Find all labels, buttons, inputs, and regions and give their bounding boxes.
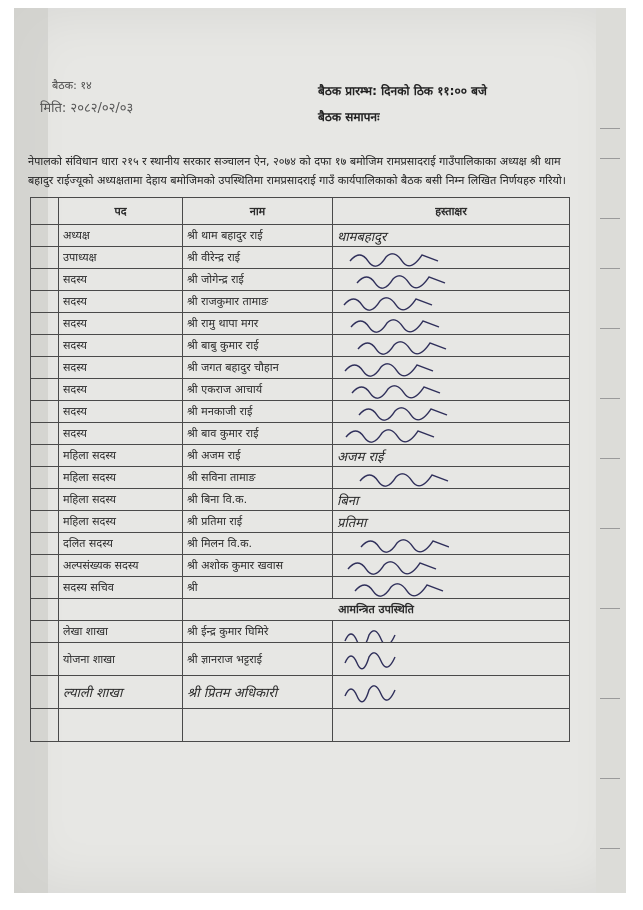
row-sn [31,577,59,599]
header-name: नाम [183,198,333,225]
row-sn [31,269,59,291]
meeting-end: बैठक समापनः [318,110,380,124]
row-post: अल्पसंख्यक सदस्य [59,555,183,577]
row-signature [333,643,570,676]
table-row [31,555,570,577]
row-name: श्री सविना तामाङ [183,467,333,489]
empty-row [31,709,570,742]
row-name: श्री मनकाजी राई [183,401,333,423]
header-signature: हस्ताक्षर [333,198,570,225]
row-signature [333,357,570,379]
row-post: सदस्य [59,291,183,313]
row-sn [31,225,59,247]
row-sn [31,401,59,423]
intro-paragraph: नेपालको संविधान धारा २१५ र स्थानीय सरकार सञ्चालन ऐन, २०७४ को दफा १७ बमोजिम रामप्रसादराई गाउँपालिकाका अध्यक्ष श्री थाम बहादुर राईज्यूको अध्यक्षतामा देहाय बमोजिमको उपस्थितिमा रामप्रसादराई गाउँ कार्यपालिकाको बैठक बसी निम्न लिखित निर्णयहरु गरियो। [28,155,566,187]
row-sn [31,555,59,577]
table-row [31,423,570,445]
row-name: श्री जोगेन्द्र राई [183,269,333,291]
handwritten-signature [339,249,449,267]
row-name: श्री प्रतिमा राई [183,511,333,533]
handwritten-signature [339,293,449,311]
invited-row [31,643,570,676]
meeting-start: बैठक प्रारम्भ: दिनको ठिक ११:०० बजे [318,84,487,98]
signature-text: अजम राई [337,449,384,465]
handwritten-signature [339,403,449,421]
table-header-row [31,198,570,225]
row-post: सदस्य [59,379,183,401]
table-row [31,533,570,555]
row-signature [333,335,570,357]
table-row [31,467,570,489]
handwritten-signature [339,315,449,333]
row-name: श्री वीरेन्द्र राई [183,247,333,269]
row-signature [333,533,570,555]
row-signature [333,676,570,709]
table-row [31,511,570,533]
handwritten-signature [339,359,449,377]
row-name: श्री [183,577,333,599]
signature-text: थामबहादुर [337,229,387,245]
table-row [31,401,570,423]
row-post: उपाध्यक्ष [59,247,183,269]
invited-title-row [31,599,570,621]
row-signature [333,555,570,577]
handwritten-signature [339,678,409,704]
signature-text: प्रतिमा [337,515,367,531]
table-row [31,445,570,467]
row-name: श्री मिलन वि.क. [183,533,333,555]
row-signature [333,225,570,247]
row-post: योजना शाखा [59,643,183,676]
handwritten-signature [339,271,449,289]
row-sn [31,335,59,357]
row-post: दलित सदस्य [59,533,183,555]
row-signature [333,467,570,489]
row-name: श्री अजम राई [183,445,333,467]
handwritten-signature [339,557,449,575]
invited-row [31,621,570,643]
table-row [31,335,570,357]
table-row [31,225,570,247]
row-signature [333,247,570,269]
row-signature [333,401,570,423]
invited-rows [31,621,570,709]
row-signature [333,445,570,467]
row-signature [333,511,570,533]
row-name: श्री प्रितम अधिकारी [183,676,333,709]
row-signature [333,269,570,291]
row-sn [31,643,59,676]
row-post: सदस्य [59,357,183,379]
handwritten-signature [339,645,409,671]
row-signature [333,489,570,511]
table-row [31,489,570,511]
row-name: श्री राजकुमार तामाङ [183,291,333,313]
member-rows [31,225,570,599]
header-sn [31,198,59,225]
handwritten-signature [339,381,449,399]
row-post: सदस्य [59,269,183,291]
table-row [31,577,570,599]
table-row [31,379,570,401]
row-sn [31,379,59,401]
row-sn [31,511,59,533]
row-name: श्री ज्ञानराज भट्टराई [183,643,333,676]
row-post: सदस्य [59,313,183,335]
row-sn [31,313,59,335]
row-signature [333,379,570,401]
row-name: श्री बिना वि.क. [183,489,333,511]
row-sn [31,676,59,709]
handwritten-signature [339,425,449,443]
row-post: सदस्य [59,423,183,445]
row-sn [31,621,59,643]
row-signature [333,423,570,445]
row-name: श्री बाव कुमार राई [183,423,333,445]
row-post: महिला सदस्य [59,511,183,533]
margin-ruling [596,8,626,893]
row-name: श्री अशोक कुमार खवास [183,555,333,577]
handwritten-signature [339,579,449,597]
handwritten-signature [339,535,449,553]
row-signature [333,291,570,313]
invited-title: आमन्त्रित उपस्थिति [183,599,570,621]
row-name: श्री जगत बहादुर चौहान [183,357,333,379]
row-name: श्री ईन्द्र कुमार घिमिरे [183,621,333,643]
row-post: महिला सदस्य [59,489,183,511]
row-post: लेखा शाखा [59,621,183,643]
table-row [31,247,570,269]
row-post: सदस्य [59,335,183,357]
row-post: सदस्य सचिव [59,577,183,599]
table-row [31,269,570,291]
row-sn [31,423,59,445]
row-sn [31,445,59,467]
meeting-date: मिति: २०८२/०२/०३ [40,101,134,116]
row-signature [333,621,570,643]
table-row [31,291,570,313]
row-sn [31,247,59,269]
table-row [31,313,570,335]
row-name: श्री रामु थापा मगर [183,313,333,335]
row-sn [31,533,59,555]
row-name: श्री एकराज आचार्य [183,379,333,401]
row-signature [333,313,570,335]
row-post: ल्याली शाखा [59,676,183,709]
row-name: श्री थाम बहादुर राई [183,225,333,247]
table-row [31,357,570,379]
row-sn [31,291,59,313]
signature-text: बिना [337,493,359,509]
row-signature [333,577,570,599]
attendance-table [30,197,570,742]
row-sn [31,467,59,489]
handwritten-signature [339,337,449,355]
handwritten-signature [339,469,449,487]
row-post: महिला सदस्य [59,467,183,489]
row-sn [31,489,59,511]
row-post: महिला सदस्य [59,445,183,467]
invited-row [31,676,570,709]
row-post: अध्यक्ष [59,225,183,247]
row-post: सदस्य [59,401,183,423]
header-post: पद [59,198,183,225]
row-sn [31,357,59,379]
handwritten-signature [339,623,409,643]
row-name: श्री बाबु कुमार राई [183,335,333,357]
meeting-number: बैठक: १४ [52,79,92,92]
